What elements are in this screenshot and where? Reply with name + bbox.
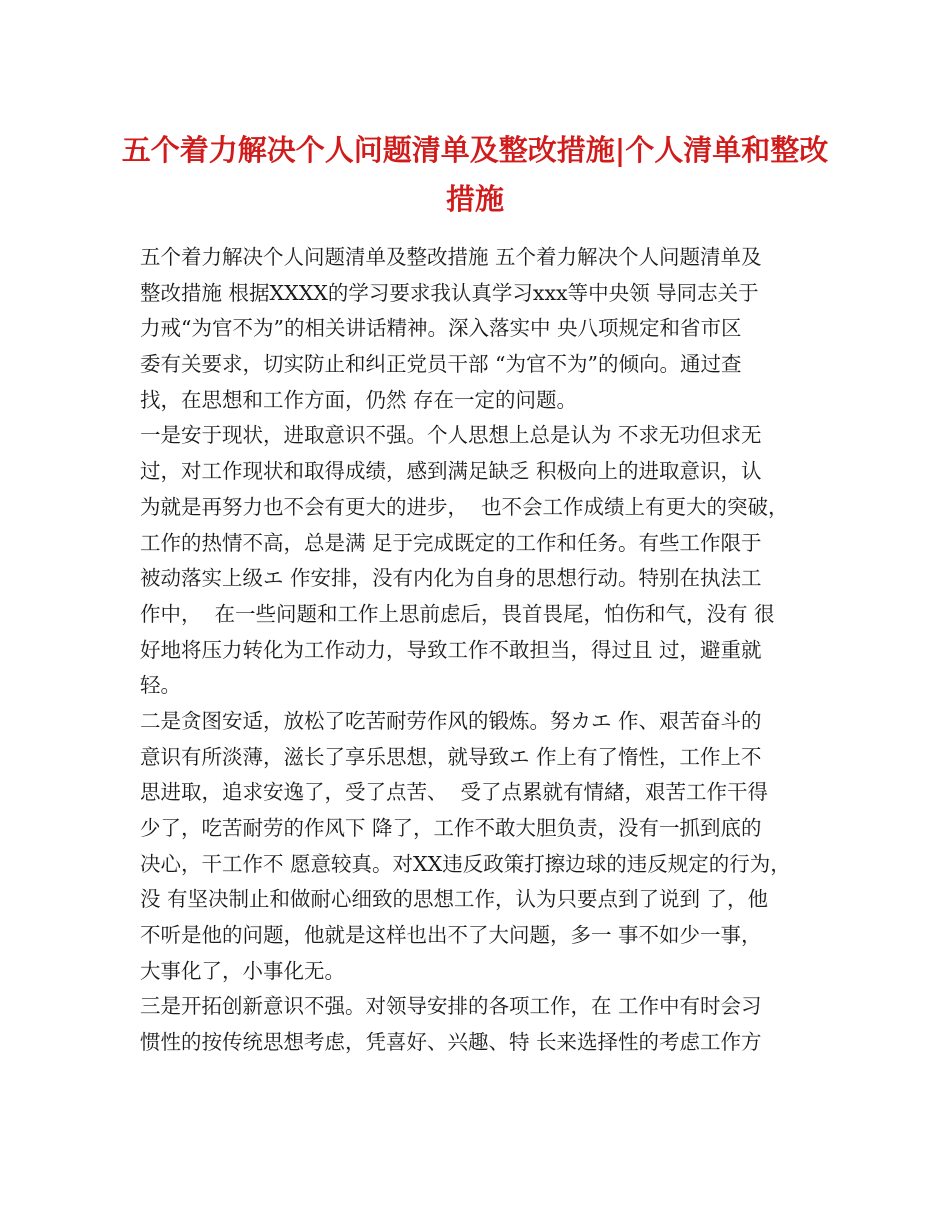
document-body (140, 240, 830, 1061)
text-line: 三是开拓创新意识不强。对领导安排的各项工作，在 工作中有时会习 (140, 994, 762, 1019)
text-line: 作中， 在一些问题和工作上思前虑后，畏首畏尾，怕伤和气，没有 很 (140, 601, 775, 626)
text-line: 一是安于现状，进取意识不强。个人思想上总是认为 不求无功但求无 (140, 423, 762, 448)
text-line: 没 有坚决制止和做耐心细致的思想工作，认为只要点到了说到 了，他 (140, 887, 769, 912)
text-line: 找，在思想和工作方面，仍然 存在一定的问题。 (140, 387, 578, 412)
text-line: 工作的热情不高，总是满 足于完成既定的工作和任务。有些工作限于 (140, 530, 762, 555)
text-line: 大事化了，小事化无。 (140, 958, 345, 983)
text-line: 二是贪图安适，放松了吃苦耐劳作风的锻炼。努カエ 作、艰苦奋斗的 (140, 708, 762, 733)
document-title: 五个着力解决个人问题清单及整改措施|个人清单和整改措施 (121, 133, 829, 216)
text-line: 不听是他的问题，他就是这样也出不了大问题，多一 事不如少一事， (140, 923, 762, 948)
text-line: 轻。 (140, 673, 181, 698)
text-line: 整改措施 根据XXXX的学习要求我认真学习xxx等中央领 导同志关于 (140, 280, 759, 305)
text-line: 过，对工作现状和取得成绩，感到满足缺乏 积极向上的进取意识，认 (140, 459, 762, 484)
text-line: 五个着力解决个人问题清单及整改措施 五个着力解决个人问题清单及 (140, 245, 762, 269)
text-line: 好地将压力转化为工作动力，导致工作不敢担当，得过且 过，避重就 (140, 637, 762, 662)
text-line: 力戒“为官不为”的相关讲话精神。深入落实中 央八项规定和省市区 (140, 316, 742, 341)
text-line: 少了，吃苦耐劳的作风下 降了，工作不敢大胆负责，没有一抓到底的 (140, 816, 762, 840)
text-line: 为就是再努力也不会有更大的进步， 也不会工作成绩上有更大的突破， (140, 494, 789, 519)
text-line: 意识有所淡薄，滋长了享乐思想，就导致エ 作上有了惰性，工作上不 (140, 744, 762, 769)
text-line: 思进取，追求安逸了，受了点苦、 受了点累就有情緖，艰苦工作干得 (140, 780, 769, 805)
text-line: 决心，干工作不 愿意较真。对XX违反政策打擦边球的违反规定的行为， (140, 851, 791, 876)
text-line: 惯性的按传统思想考虑，凭喜好、兴趣、特 长来选择性的考虑工作方 (140, 1030, 762, 1055)
text-line: 被动落实上级エ 作安排，没有内化为自身的思想行动。特别在执法工 (140, 566, 762, 591)
text-line: 委有关要求，切实防止和纠正党员干部 “为官不为”的倾向。通过查 (140, 352, 742, 377)
